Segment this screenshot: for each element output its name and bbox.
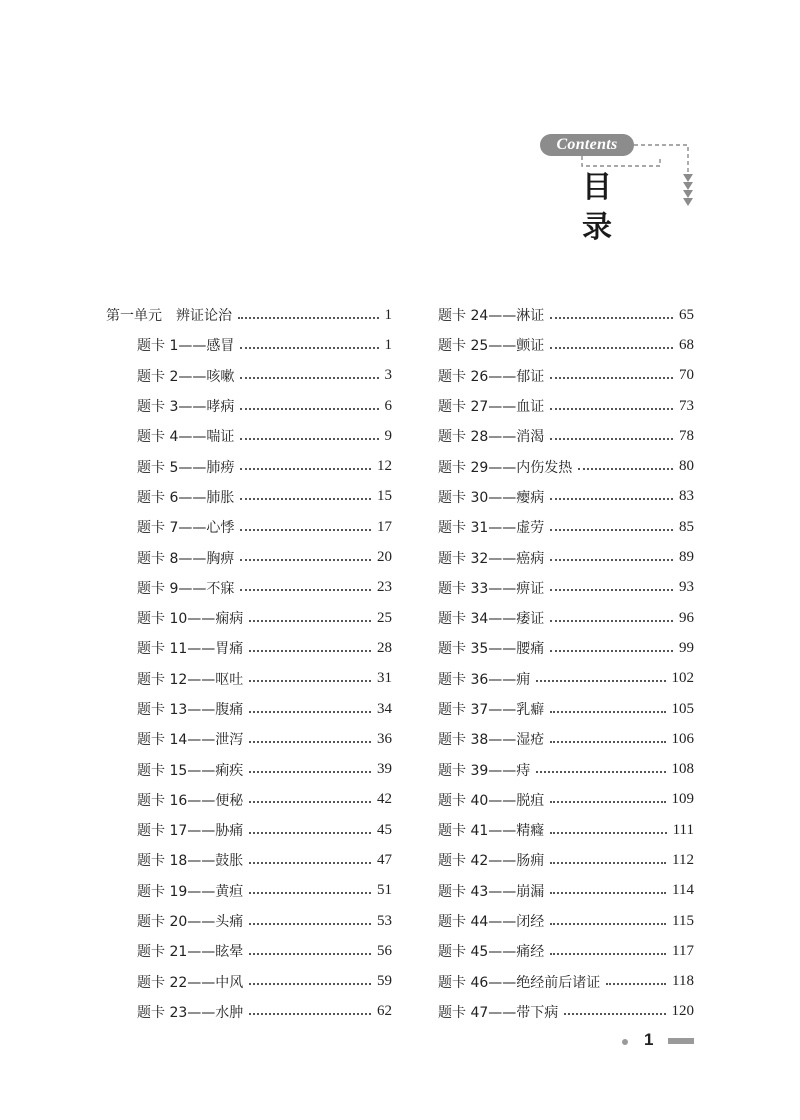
dot-leader (249, 710, 371, 713)
toc-entry-label: 题卡 18——鼓胀 (137, 853, 244, 870)
toc-entry-label: 题卡 27——血证 (438, 399, 545, 416)
dot-leader (240, 467, 371, 470)
toc-entry[interactable] (438, 451, 694, 481)
toc-entry-page: 115 (672, 912, 694, 929)
toc-entry[interactable] (106, 785, 392, 815)
toc-entry-page: 73 (679, 397, 694, 414)
dot-leader (550, 649, 673, 652)
dot-leader (550, 740, 665, 743)
toc-entry-label: 题卡 31——虚劳 (438, 520, 545, 537)
toc-entry-page: 47 (377, 851, 392, 868)
toc-entry-page: 31 (377, 670, 392, 687)
toc-entry[interactable] (106, 573, 392, 603)
toc-entry[interactable] (106, 967, 392, 997)
toc-entry[interactable] (106, 482, 392, 512)
toc-entry[interactable] (106, 876, 392, 906)
toc-entry[interactable] (106, 421, 392, 451)
toc-entry-label: 题卡 36——痈 (438, 671, 531, 688)
dot-leader (550, 710, 665, 713)
toc-entry[interactable] (438, 300, 694, 330)
toc-entry-label: 第一单元 辨证论治 (106, 308, 232, 325)
dot-leader (240, 376, 378, 379)
toc-entry-label: 题卡 6——肺胀 (137, 489, 235, 506)
dot-leader (249, 861, 371, 864)
dot-leader (240, 346, 378, 349)
dot-leader (240, 407, 378, 410)
dot-leader (550, 891, 666, 894)
toc-entry[interactable] (106, 694, 392, 724)
dot-leader (550, 528, 673, 531)
dot-leader (249, 952, 371, 955)
toc-entry-page: 106 (671, 730, 694, 747)
dot-leader (249, 982, 371, 985)
toc-entry-label: 题卡 39——痔 (438, 762, 531, 779)
footer-bar (668, 1038, 694, 1044)
dot-leader (536, 679, 665, 682)
toc-entry[interactable] (106, 724, 392, 754)
dot-leader (550, 407, 673, 410)
toc-entry-label: 题卡 37——乳癖 (438, 702, 545, 718)
dot-leader (606, 982, 666, 985)
toc-entry[interactable] (106, 845, 392, 875)
toc-entry-page: 15 (377, 488, 392, 505)
dot-leader (550, 861, 666, 864)
dot-leader (550, 952, 666, 955)
toc-entry-page: 25 (377, 609, 392, 626)
toc-entry[interactable] (438, 876, 694, 906)
toc-entry-page: 96 (679, 609, 694, 626)
toc-entry-page: 1 (384, 336, 392, 353)
toc-entry-label: 题卡 9——不寐 (137, 580, 235, 597)
toc-entry-label: 题卡 43——崩漏 (438, 883, 545, 900)
toc-entry-label: 题卡 20——头痛 (137, 914, 244, 931)
toc-entry-page: 51 (377, 882, 392, 899)
dot-leader (536, 770, 665, 773)
toc-entry[interactable] (438, 845, 694, 875)
dot-leader (240, 528, 371, 531)
toc-entry-label: 题卡 19——黄疸 (137, 883, 244, 900)
toc-entry[interactable] (438, 936, 694, 966)
toc-entry-label: 题卡 4——喘证 (137, 429, 235, 446)
dot-leader (240, 437, 378, 440)
toc-entry-label: 题卡 29——内伤发热 (438, 459, 573, 476)
toc-entry-label: 题卡 28——消渴 (438, 429, 545, 446)
toc-entry[interactable] (438, 664, 694, 694)
toc-entry[interactable] (106, 512, 392, 542)
toc-entry-page: 39 (377, 761, 392, 778)
toc-entry[interactable] (106, 815, 392, 845)
toc-entry-page: 85 (679, 518, 694, 535)
toc-entry-label: 题卡 13——腹痛 (137, 702, 244, 718)
dot-leader (550, 558, 673, 561)
toc-entry[interactable] (106, 330, 392, 360)
toc-entry-label: 题卡 34——痿证 (438, 611, 545, 628)
dot-leader (249, 619, 371, 622)
toc-entry[interactable] (438, 542, 694, 572)
toc-entry[interactable] (106, 997, 392, 1027)
toc-entry-page: 105 (671, 700, 694, 717)
toc-entry[interactable] (438, 633, 694, 663)
toc-entry[interactable] (438, 785, 694, 815)
dot-leader (249, 1012, 371, 1015)
toc-entry[interactable] (438, 330, 694, 360)
toc-entry-page: 20 (377, 549, 392, 566)
toc-entry-label: 题卡 23——水肿 (137, 1004, 244, 1021)
toc-entry-page: 70 (679, 367, 694, 384)
toc-entry[interactable] (438, 482, 694, 512)
toc-entry-label: 题卡 12——呕吐 (137, 671, 244, 688)
toc-entry-page: 80 (679, 458, 694, 475)
toc-entry-label: 题卡 3——哮病 (137, 399, 235, 416)
dot-leader (550, 346, 673, 349)
toc-entry-page: 83 (679, 488, 694, 505)
toc-entry-page: 114 (672, 882, 694, 899)
dot-leader (249, 770, 371, 773)
toc-entry-page: 78 (679, 427, 694, 444)
toc-entry-label: 题卡 32——癌病 (438, 550, 545, 567)
footer-dot (622, 1039, 628, 1045)
toc-entry[interactable] (106, 754, 392, 784)
toc-entry-label: 题卡 42——肠痈 (438, 853, 545, 870)
dot-leader (240, 497, 371, 500)
toc-entry[interactable] (438, 512, 694, 542)
page-number: 1 (644, 1030, 654, 1049)
toc-entry-label: 题卡 14——泄泻 (137, 732, 244, 749)
toc-entry[interactable] (106, 633, 392, 663)
toc-entry[interactable] (106, 603, 392, 633)
toc-entry-page: 59 (377, 973, 392, 990)
toc-entry[interactable] (438, 573, 694, 603)
toc-entry-page: 102 (671, 670, 694, 687)
toc-entry-label: 题卡 40——脱疽 (438, 792, 545, 809)
dot-leader (550, 619, 673, 622)
dot-leader (564, 1012, 665, 1015)
toc-entry-page: 112 (672, 851, 694, 868)
toc-entry-label: 题卡 22——中风 (137, 974, 244, 991)
toc-entry-page: 93 (679, 579, 694, 596)
toc-entry[interactable] (106, 936, 392, 966)
toc-entry-page: 36 (377, 730, 392, 747)
toc-entry[interactable] (106, 451, 392, 481)
toc-entry-label: 题卡 41——精癃 (438, 823, 545, 840)
toc-entry-label: 题卡 46——绝经前后诸证 (438, 974, 601, 991)
toc-entry-page: 89 (679, 549, 694, 566)
toc-entry-page: 9 (384, 427, 392, 444)
toc-entry[interactable] (438, 967, 694, 997)
toc-entry-label: 题卡 15——痢疾 (137, 762, 244, 779)
dot-leader (550, 316, 673, 319)
toc-entry-page: 34 (377, 700, 392, 717)
toc-entry-label: 题卡 38——湿疮 (438, 732, 545, 749)
toc-entry-page: 99 (679, 639, 694, 656)
toc-entry[interactable] (438, 724, 694, 754)
dot-leader (249, 831, 371, 834)
toc-entry[interactable] (106, 906, 392, 936)
toc-entry[interactable] (106, 361, 392, 391)
toc-entry-page: 62 (377, 1003, 392, 1020)
toc-entry-label: 题卡 10——痫病 (137, 611, 244, 628)
toc-entry[interactable] (438, 694, 694, 724)
toc-entry[interactable] (106, 391, 392, 421)
toc-entry-page: 108 (671, 761, 694, 778)
toc-entry-page: 53 (377, 912, 392, 929)
dot-leader (240, 558, 371, 561)
toc-entry-label: 题卡 8——胸痹 (137, 550, 235, 567)
toc-entry[interactable] (438, 361, 694, 391)
toc-entry-label: 题卡 17——胁痛 (137, 823, 244, 840)
toc-entry-page: 111 (672, 821, 694, 838)
toc-left-column (106, 300, 392, 1027)
toc-entry-page: 68 (679, 336, 694, 353)
toc-entry-label: 题卡 21——眩晕 (137, 944, 244, 961)
toc-entry-label: 题卡 5——肺痨 (137, 459, 235, 476)
toc-entry-page: 23 (377, 579, 392, 596)
toc-entry-label: 题卡 7——心悸 (137, 520, 235, 537)
dot-leader (249, 679, 371, 682)
dot-leader (550, 376, 673, 379)
dot-leader (550, 437, 673, 440)
toc-entry-page: 1 (384, 306, 392, 323)
toc-entry-label: 题卡 45——痛经 (438, 944, 545, 961)
toc-entry-page: 45 (377, 821, 392, 838)
toc-entry-label: 题卡 44——闭经 (438, 914, 545, 931)
dot-leader (550, 831, 666, 834)
toc-entry-label: 题卡 33——痹证 (438, 580, 545, 597)
toc-entry-page: 56 (377, 942, 392, 959)
dot-leader (249, 740, 371, 743)
dot-leader (550, 800, 665, 803)
toc-entry-label: 题卡 11——胃痛 (137, 641, 244, 658)
toc-entry-label: 题卡 47——带下病 (438, 1004, 559, 1021)
toc-entry-page: 3 (384, 367, 392, 384)
toc-entry-label: 题卡 30——瘿病 (438, 489, 545, 506)
toc-entry-label: 题卡 1——感冒 (137, 338, 235, 355)
toc-right-column (438, 300, 694, 1027)
contents-pill: Contents (540, 134, 634, 156)
toc-entry-page: 118 (672, 973, 694, 990)
toc-entry-label: 题卡 35——腰痛 (438, 641, 545, 658)
toc-entry[interactable] (106, 542, 392, 572)
toc-entry-page: 42 (377, 791, 392, 808)
toc-entry-label: 题卡 25——颤证 (438, 338, 545, 355)
page-title: 目 录 (582, 170, 636, 245)
toc-entry[interactable] (438, 421, 694, 451)
toc-entry[interactable] (438, 754, 694, 784)
dot-leader (578, 467, 673, 470)
dot-leader (550, 588, 673, 591)
toc-entry[interactable] (438, 906, 694, 936)
toc-entry-label: 题卡 16——便秘 (137, 792, 244, 809)
toc-entry[interactable] (438, 603, 694, 633)
dot-leader (240, 588, 371, 591)
dot-leader (249, 800, 371, 803)
toc-entry-page: 120 (671, 1003, 694, 1020)
toc-entry-page: 28 (377, 639, 392, 656)
toc-entry[interactable] (438, 997, 694, 1027)
toc-entry-page: 12 (377, 458, 392, 475)
toc-entry-label: 题卡 24——淋证 (438, 308, 545, 325)
toc-entry-label: 题卡 26——郁证 (438, 368, 545, 385)
toc-entry-page: 6 (384, 397, 392, 414)
toc-entry-page: 109 (671, 791, 694, 808)
toc-entry[interactable] (438, 815, 694, 845)
toc-entry-page: 117 (672, 942, 694, 959)
toc-entry[interactable] (438, 391, 694, 421)
toc-entry[interactable] (106, 664, 392, 694)
dot-leader (550, 922, 666, 925)
toc-unit-heading[interactable] (106, 300, 392, 330)
toc-entry-page: 17 (377, 518, 392, 535)
dot-leader (249, 649, 371, 652)
dot-leader (238, 316, 379, 319)
dot-leader (249, 891, 371, 894)
toc-entry-label: 题卡 2——咳嗽 (137, 368, 235, 385)
dot-leader (550, 497, 673, 500)
dot-leader (249, 922, 371, 925)
toc-entry-page: 65 (679, 306, 694, 323)
